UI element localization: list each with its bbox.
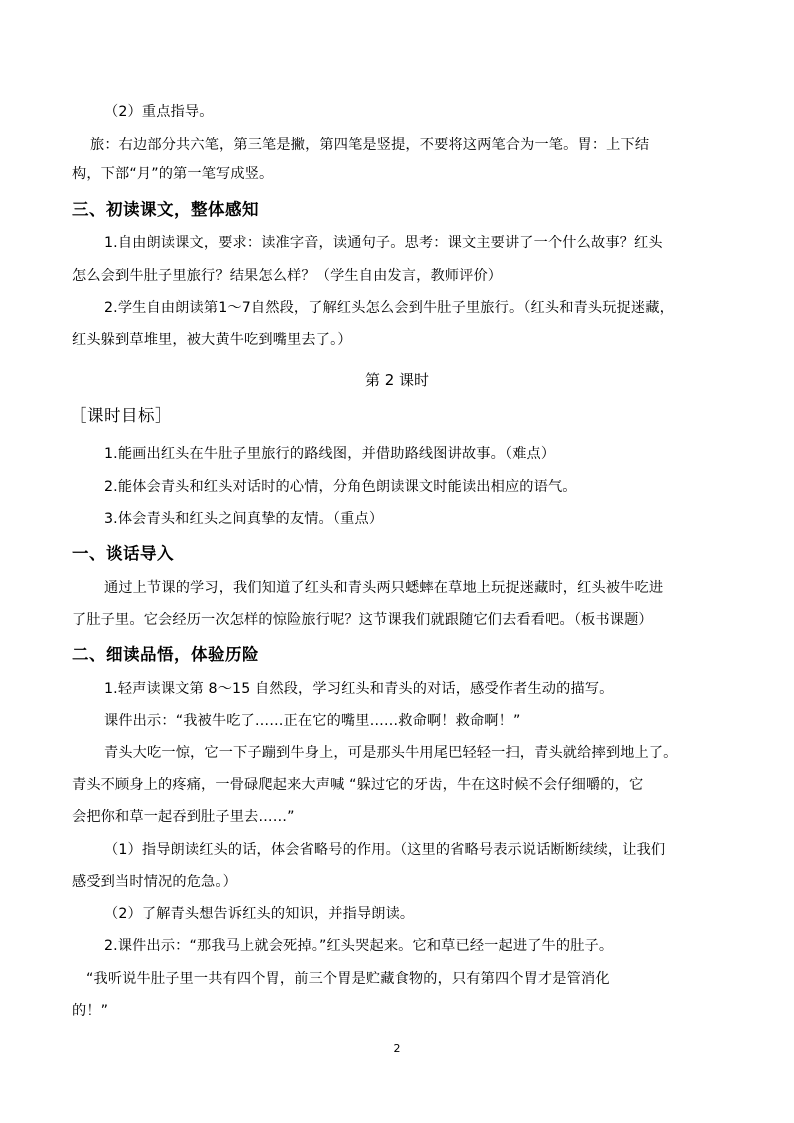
paragraph-line: 2.学生自由朗读第1～7自然段，了解红头怎么会到牛肚子里旅行。（红头和青头玩捉迷藏， [104,300,674,316]
paragraph-line: 构，下部“月”的第一笔写成竖。 [72,166,274,182]
paragraph-line: 课件出示：“我被牛吃了……正在它的嘴里……救命啊！救命啊！” [104,713,521,729]
section-heading: 一、谈话导入 [72,544,174,563]
paragraph-line: “我听说牛肚子里一共有四个胃，前三个胃是贮藏食物的，只有第四个胃才是管消化 [86,971,610,987]
paragraph-line: 2.能体会青头和红头对话时的心情，分角色朗读课文时能读出相应的语气。 [104,479,577,495]
paragraph-line: 青头不顾身上的疼痛，一骨碌爬起来大声喊 “躲过它的牙齿，牛在这时候不会仔细嚼的，它 [72,777,644,793]
paragraph-line: 了肚子里。它会经历一次怎样的惊险旅行呢？这节课我们就跟随它们去看看吧。（板书课题） [72,612,653,628]
section-heading: ［课时目标］ [70,406,172,425]
lesson-title: 第 2 课时 [364,371,430,389]
paragraph-line: （2）重点指导。 [104,104,214,120]
paragraph-line: 怎么会到牛肚子里旅行？结果怎么样？（学生自由发言，教师评价） [72,268,503,284]
paragraph-line: 1.轻声读课文第 8～15 自然段，学习红头和青头的对话，感受作者生动的描写。 [104,681,614,697]
paragraph-line: 的！” [72,1003,109,1019]
paragraph-line: （1）指导朗读红头的话，体会省略号的作用。（这里的省略号表示说话断断续续，让我们 [104,842,666,858]
paragraph-line: 感受到当时情况的危急。） [72,874,237,890]
paragraph-line: 通过上节课的学习，我们知道了红头和青头两只蟋蟀在草地上玩捉迷藏时，红头被牛吃进 [104,580,664,596]
paragraph-line: 2.课件出示：“那我马上就会死掉。”红头哭起来。它和草已经一起进了牛的肚子。 [104,938,614,954]
paragraph-line: 青头大吃一惊，它一下子蹦到牛身上，可是那头牛用尾巴轻轻一扫，青头就给摔到地上了。 [104,745,678,761]
page-number: 2 [393,1042,401,1055]
paragraph-line: 1.能画出红头在牛肚子里旅行的路线图，并借助路线图讲故事。（难点） [104,446,556,462]
paragraph-line: 会把你和草一起吞到肚子里去……” [72,809,295,825]
section-heading: 二、细读品悟，体验历险 [72,645,259,664]
paragraph-line: 红头躲到草堆里，被大黄牛吃到嘴里去了。） [72,332,352,348]
paragraph-line: （2）了解青头想告诉红头的知识，并指导朗读。 [104,906,415,922]
section-heading: 三、初读课文，整体感知 [72,200,259,219]
paragraph-line: 旅：右边部分共六笔，第三笔是撇，第四笔是竖提，不要将这两笔合为一笔。胃：上下结 [90,137,650,153]
paragraph-line: 1.自由朗读课文，要求：读准字音，读通句子。思考：课文主要讲了一个什么故事？红头 [104,235,663,251]
paragraph-line: 3.体会青头和红头之间真挚的友情。（重点） [104,511,384,527]
